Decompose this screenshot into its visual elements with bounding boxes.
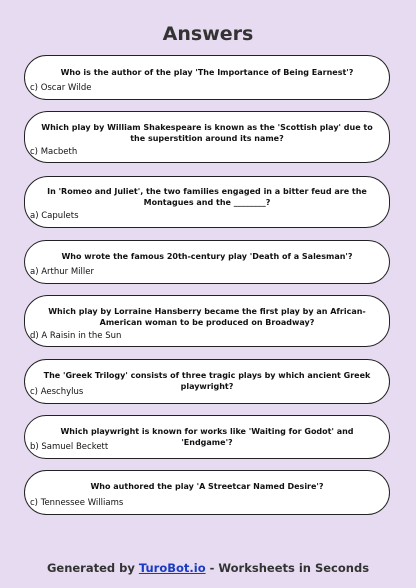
answer-text: a) Capulets	[30, 211, 79, 221]
footer-suffix: - Worksheets in Seconds	[205, 561, 370, 575]
question-text: The 'Greek Trilogy' consists of three tragic plays by which ancient Greek playwright?	[43, 371, 371, 391]
question-text: Who is the author of the play 'The Importance of Being Earnest'?	[60, 68, 354, 77]
question-text: In 'Romeo and Juliet', the two families engaged in a bitter feud are the Montagues and the ________?	[47, 187, 367, 207]
brand-link[interactable]: TuroBot.io	[138, 561, 206, 575]
answer-card	[24, 240, 390, 284]
answer-card	[24, 295, 390, 347]
answer-text: b) Samuel Beckett	[30, 442, 109, 452]
answer-text: c) Oscar Wilde	[30, 83, 92, 93]
footer	[0, 560, 416, 576]
page-title: Answers	[162, 23, 254, 45]
answer-card	[24, 111, 390, 163]
answer-text: a) Arthur Miller	[30, 267, 94, 277]
answer-card	[24, 359, 390, 404]
question-text: Which play by William Shakespeare is known as the 'Scottish play' due to the superstition around its name?	[41, 123, 373, 143]
answer-text: c) Macbeth	[30, 147, 78, 157]
answer-card	[24, 176, 390, 228]
answer-text: c) Aeschylus	[30, 387, 84, 397]
answer-card	[24, 55, 390, 100]
footer-prefix: Generated by	[46, 561, 139, 575]
question-text: Who wrote the famous 20th-century play 'Death of a Salesman'?	[61, 252, 353, 261]
answer-text: d) A Raisin in the Sun	[30, 331, 122, 341]
question-text: Which play by Lorraine Hansberry became the first play by an African-American woman to be produced on Broadway?	[48, 307, 366, 327]
answer-card	[24, 470, 390, 515]
question-text: Which playwright is known for works like 'Waiting for Godot' and 'Endgame'?	[60, 427, 354, 447]
answer-card	[24, 415, 390, 459]
answer-text: c) Tennessee Williams	[30, 498, 124, 508]
question-text: Who authored the play 'A Streetcar Named Desire'?	[90, 482, 324, 491]
